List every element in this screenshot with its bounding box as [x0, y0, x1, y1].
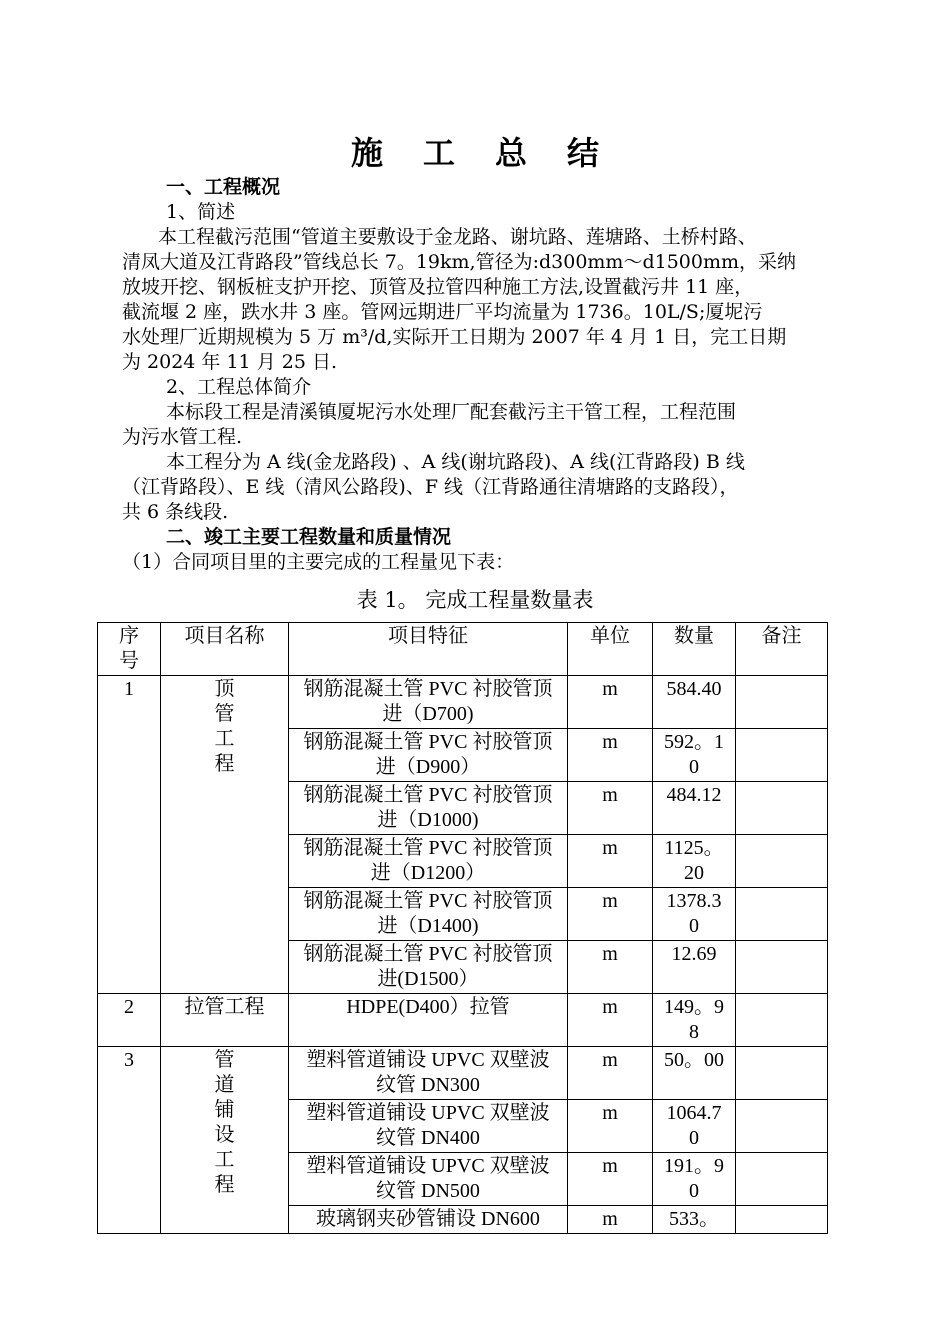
title-char: 总	[495, 134, 528, 172]
paragraph-line: 截流堰 2 座，跌水井 3 座。管网远期进厂平均流量为 1736。10L/S;厦坭污	[122, 301, 763, 323]
cell-feature: 玻璃钢夹砂管铺设 DN600	[289, 1206, 568, 1234]
cell-note	[736, 888, 828, 941]
section-heading-overview: 一、工程概况	[166, 176, 281, 198]
paragraph-line: 放坡开挖、钢板桩支护开挖、顶管及拉管四种施工方法,设置截污井 11 座，	[122, 276, 754, 298]
cell-unit: m	[568, 729, 653, 782]
cell-qty: 1378.30	[653, 888, 736, 941]
title-char: 施	[350, 134, 383, 172]
page-title	[0, 128, 950, 174]
cell-feature: 塑料管道铺设 UPVC 双壁波纹管 DN500	[289, 1153, 568, 1206]
cell-feature: HDPE(D400）拉管	[289, 994, 568, 1047]
paragraph-line: 本工程截污范围“管道主要敷设于金龙路、谢坑路、莲塘路、土桥村路、	[158, 226, 757, 248]
header-cell-feature: 项目特征	[289, 623, 568, 676]
cell-note	[736, 729, 828, 782]
cell-note	[736, 782, 828, 835]
cell-name: 拉管工程	[161, 994, 289, 1047]
cell-unit: m	[568, 676, 653, 729]
paragraph-line: 为污水管工程.	[122, 426, 243, 448]
cell-qty: 484.12	[653, 782, 736, 835]
quantity-table	[97, 622, 828, 1234]
cell-feature: 钢筋混凝土管 PVC 衬胶管顶进（D1400)	[289, 888, 568, 941]
header-cell-note: 备注	[736, 623, 828, 676]
cell-note	[736, 835, 828, 888]
title-char: 结	[567, 134, 600, 172]
cell-feature: 钢筋混凝土管 PVC 衬胶管顶进(D1500）	[289, 941, 568, 994]
cell-note	[736, 1206, 828, 1234]
cell-no: 1	[98, 676, 161, 994]
cell-note	[736, 676, 828, 729]
cell-unit: m	[568, 782, 653, 835]
cell-name: 顶管工程	[161, 676, 289, 994]
cell-feature: 塑料管道铺设 UPVC 双壁波纹管 DN400	[289, 1100, 568, 1153]
cell-feature: 钢筋混凝土管 PVC 衬胶管顶进（D900）	[289, 729, 568, 782]
cell-feature: 钢筋混凝土管 PVC 衬胶管顶进（D700)	[289, 676, 568, 729]
paragraph-line: 共 6 条线段.	[122, 501, 229, 523]
table-row	[98, 676, 828, 729]
cell-feature: 钢筋混凝土管 PVC 衬胶管顶进（D1200）	[289, 835, 568, 888]
cell-unit: m	[568, 888, 653, 941]
paragraph-line: 为 2024 年 11 月 25 日.	[122, 351, 337, 373]
cell-unit: m	[568, 1100, 653, 1153]
cell-qty: 533。	[653, 1206, 736, 1234]
paragraph-line: （1）合同项目里的主要完成的工程量见下表：	[122, 551, 515, 573]
cell-no: 3	[98, 1047, 161, 1234]
section-heading-quantities: 二、竣工主要工程数量和质量情况	[166, 526, 452, 548]
paragraph-line: 水处理厂近期规模为 5 万 m³/d,实际开工日期为 2007 年 4 月 1 日，完工日期	[122, 326, 787, 348]
cell-unit: m	[568, 1047, 653, 1100]
cell-qty: 1125。20	[653, 835, 736, 888]
cell-name: 管道铺设工程	[161, 1047, 289, 1234]
cell-unit: m	[568, 941, 653, 994]
cell-qty: 592。10	[653, 729, 736, 782]
cell-unit: m	[568, 835, 653, 888]
paragraph-line: 本工程分为 A 线(金龙路段) 、A 线(谢坑路段)、A 线(江背路段) B 线	[166, 451, 745, 473]
cell-qty: 12.69	[653, 941, 736, 994]
table-caption: 表 1。 完成工程量数量表	[356, 588, 594, 612]
header-cell-unit: 单位	[568, 623, 653, 676]
paragraph-line: 清凤大道及江背路段”管线总长 7。19km,管径为:d300mm～d1500mm，采纳	[122, 251, 797, 273]
cell-note	[736, 1153, 828, 1206]
title-char: 工	[422, 134, 455, 172]
cell-qty: 50。00	[653, 1047, 736, 1100]
header-cell-qty: 数量	[653, 623, 736, 676]
cell-qty: 149。98	[653, 994, 736, 1047]
cell-note	[736, 1100, 828, 1153]
cell-feature: 钢筋混凝土管 PVC 衬胶管顶进（D1000)	[289, 782, 568, 835]
header-cell-name: 项目名称	[161, 623, 289, 676]
cell-note	[736, 1047, 828, 1100]
cell-qty: 584.40	[653, 676, 736, 729]
paragraph-line: （江背路段）、E 线（清风公路段)、F 线（江背路通往清塘路的支路段），	[122, 476, 739, 498]
cell-unit: m	[568, 994, 653, 1047]
cell-feature: 塑料管道铺设 UPVC 双壁波纹管 DN300	[289, 1047, 568, 1100]
subheading-summary: 1、简述	[166, 201, 236, 223]
table-row	[98, 994, 828, 1047]
cell-qty: 1064.70	[653, 1100, 736, 1153]
subheading-intro: 2、工程总体简介	[166, 376, 312, 398]
header-cell-no: 序号	[98, 623, 161, 676]
paragraph-line: 本标段工程是清溪镇厦坭污水处理厂配套截污主干管工程，工程范围	[166, 401, 737, 423]
cell-note	[736, 994, 828, 1047]
cell-note	[736, 941, 828, 994]
cell-unit: m	[568, 1206, 653, 1234]
table-row	[98, 1047, 828, 1100]
table-header-row	[98, 623, 828, 676]
cell-no: 2	[98, 994, 161, 1047]
cell-unit: m	[568, 1153, 653, 1206]
cell-qty: 191。90	[653, 1153, 736, 1206]
